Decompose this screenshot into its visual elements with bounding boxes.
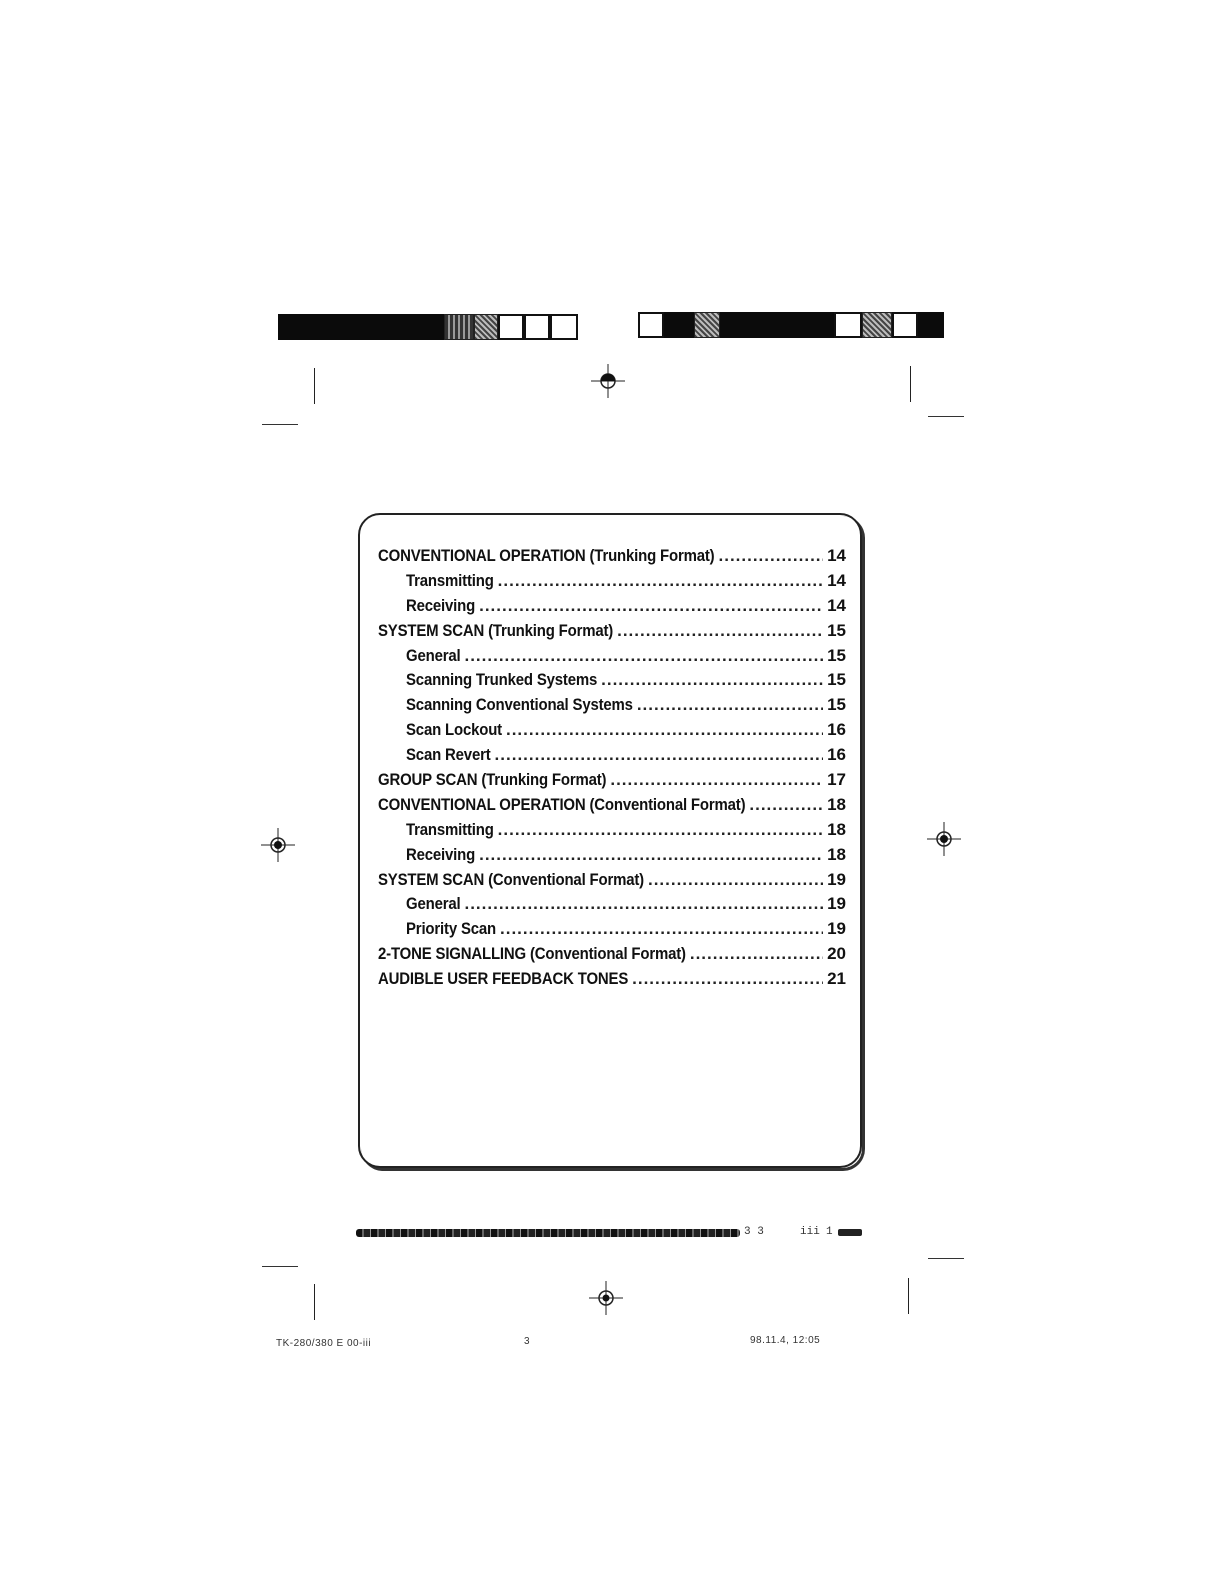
- toc-entry-title-wrap: [378, 868, 644, 893]
- band-mark-right: 1: [826, 1226, 833, 1238]
- toc-subentry: [378, 818, 846, 843]
- band-mark-mid: iii: [800, 1226, 820, 1238]
- crop-mark: [262, 1266, 298, 1267]
- registration-box: [892, 312, 918, 338]
- toc-page-number: 20: [827, 944, 846, 964]
- toc-leader-dots: [479, 594, 823, 619]
- band-mark-left: 3 3: [744, 1226, 764, 1238]
- registration-box: [550, 314, 578, 340]
- toc-page-number: 17: [827, 770, 846, 790]
- registration-bar-right: [720, 312, 834, 338]
- registration-bar-right: [918, 312, 944, 338]
- crop-mark: [928, 1258, 964, 1259]
- toc-entry-title: SYSTEM SCAN (Conventional Format): [378, 869, 644, 889]
- toc-entry-title: CONVENTIONAL OPERATION (Trunking Format): [378, 546, 715, 565]
- registration-hatch: [444, 314, 474, 340]
- registration-hatch: [694, 312, 720, 338]
- toc-entry-title-wrap: [406, 917, 496, 942]
- toc-entry-title-wrap: [378, 942, 686, 967]
- toc-page-number: 15: [827, 620, 846, 640]
- toc-leader-dots: [479, 843, 823, 868]
- toc-page-number: 16: [827, 745, 846, 765]
- toc-entry-title-wrap: [378, 967, 628, 992]
- toc-entry: [378, 768, 846, 793]
- toc-entry-title-wrap: [378, 793, 745, 818]
- toc-page-number: 19: [827, 894, 846, 914]
- toc-entry-title: GROUP SCAN (Trunking Format): [378, 770, 607, 790]
- toc-page-number: 14: [827, 546, 846, 565]
- toc-entry-title-wrap: [406, 693, 633, 718]
- toc-leader-dots: [601, 668, 823, 693]
- toc-page-number: 15: [827, 695, 846, 715]
- toc-entry-title: Scanning Trunked Systems: [406, 670, 598, 690]
- toc-entry-title-wrap: [406, 843, 475, 868]
- toc-entry-title-wrap: [406, 743, 491, 768]
- toc-entry-title: General: [406, 894, 461, 914]
- toc-leader-dots: [506, 718, 823, 743]
- toc-leader-dots: [495, 743, 824, 768]
- toc-entry-title: SYSTEM SCAN (Trunking Format): [378, 620, 614, 640]
- crop-mark: [908, 1278, 909, 1314]
- registration-box: [498, 314, 524, 340]
- toc-page-number: 18: [827, 794, 846, 814]
- toc-subentry: [378, 892, 846, 917]
- toc-page-number: 14: [827, 595, 846, 615]
- toc-entry: [378, 544, 846, 569]
- footer-timestamp: 98.11.4, 12:05: [750, 1335, 821, 1346]
- registration-bar-right: [664, 312, 694, 338]
- toc-leader-dots: [690, 942, 823, 967]
- toc-leader-dots: [498, 569, 823, 594]
- toc-entry: [378, 868, 846, 893]
- band-swatch: [838, 1229, 862, 1236]
- footer-page-number: 3: [524, 1336, 531, 1347]
- toc-subentry: [378, 644, 846, 669]
- toc-entry-title-wrap: [406, 718, 502, 743]
- toc-leader-dots: [719, 544, 824, 569]
- footer-file-label: TK-280/380 E 00-iii: [276, 1338, 372, 1349]
- registration-box: [638, 312, 664, 338]
- crop-mark: [314, 1284, 315, 1320]
- toc-leader-dots: [498, 818, 823, 843]
- toc-entry-title: Receiving: [406, 595, 476, 615]
- toc-page-number: 21: [827, 969, 846, 989]
- crop-mark: [910, 366, 911, 402]
- toc-leader-dots: [749, 793, 823, 818]
- print-band: [356, 1229, 740, 1237]
- toc-entry-title: Scan Lockout: [406, 720, 502, 740]
- toc-entry-title: Priority Scan: [406, 919, 497, 939]
- toc-entry-title: AUDIBLE USER FEEDBACK TONES: [378, 969, 629, 989]
- toc-entry-title-wrap: [406, 644, 460, 669]
- crop-mark: [928, 416, 964, 417]
- toc-subentry: [378, 569, 846, 594]
- toc-leader-dots: [464, 892, 823, 917]
- crop-mark: [262, 424, 298, 425]
- toc-entry-title-wrap: [378, 768, 606, 793]
- toc-page-number: 15: [827, 670, 846, 690]
- toc-entry-title: Receiving: [406, 844, 476, 864]
- toc-page-number: 19: [827, 919, 846, 939]
- table-of-contents: [378, 544, 846, 992]
- toc-entry-title-wrap: [406, 818, 494, 843]
- toc-subentry: [378, 843, 846, 868]
- toc-subentry: [378, 917, 846, 942]
- registration-crosshair-icon: [589, 1281, 623, 1315]
- toc-subentry: [378, 693, 846, 718]
- toc-entry-title-wrap: [378, 544, 715, 569]
- toc-leader-dots: [464, 644, 823, 669]
- registration-hatch: [474, 314, 498, 340]
- toc-leader-dots: [610, 768, 823, 793]
- toc-entry: [378, 942, 846, 967]
- toc-entry-title-wrap: [406, 892, 460, 917]
- toc-subentry: [378, 743, 846, 768]
- toc-entry-title: 2-TONE SIGNALLING (Conventional Format): [378, 944, 686, 964]
- toc-leader-dots: [617, 619, 823, 644]
- crop-mark: [314, 368, 315, 404]
- toc-subentry: [378, 718, 846, 743]
- toc-entry-title: Scanning Conventional Systems: [406, 695, 633, 715]
- registration-crosshair-icon: [591, 364, 625, 398]
- toc-leader-dots: [500, 917, 823, 942]
- toc-page-number: 18: [827, 844, 846, 864]
- registration-crosshair-icon: [927, 822, 961, 856]
- toc-leader-dots: [637, 693, 823, 718]
- toc-leader-dots: [648, 868, 823, 893]
- registration-hatch: [862, 312, 892, 338]
- toc-entry-title-wrap: [406, 668, 597, 693]
- toc-entry-title-wrap: [406, 594, 475, 619]
- toc-page-number: 16: [827, 720, 846, 740]
- toc-subentry: [378, 668, 846, 693]
- registration-bar-left: [278, 314, 444, 340]
- toc-subentry: [378, 594, 846, 619]
- toc-entry: [378, 967, 846, 992]
- toc-entry: [378, 619, 846, 644]
- toc-entry-title-wrap: [378, 619, 613, 644]
- toc-entry-title: Transmitting: [406, 819, 494, 839]
- toc-entry: [378, 793, 846, 818]
- toc-page-number: 18: [827, 819, 846, 839]
- toc-entry-title: General: [406, 645, 461, 665]
- registration-box: [524, 314, 550, 340]
- toc-entry-title: Transmitting: [406, 570, 494, 590]
- registration-box: [834, 312, 862, 338]
- toc-page-number: 19: [827, 869, 846, 889]
- registration-crosshair-icon: [261, 828, 295, 862]
- toc-entry-title: CONVENTIONAL OPERATION (Conventional Format): [378, 794, 746, 814]
- toc-page-number: 14: [827, 570, 846, 590]
- toc-entry-title-wrap: [406, 569, 494, 594]
- toc-page-number: 15: [827, 645, 846, 665]
- toc-leader-dots: [632, 967, 823, 992]
- toc-entry-title: Scan Revert: [406, 745, 491, 765]
